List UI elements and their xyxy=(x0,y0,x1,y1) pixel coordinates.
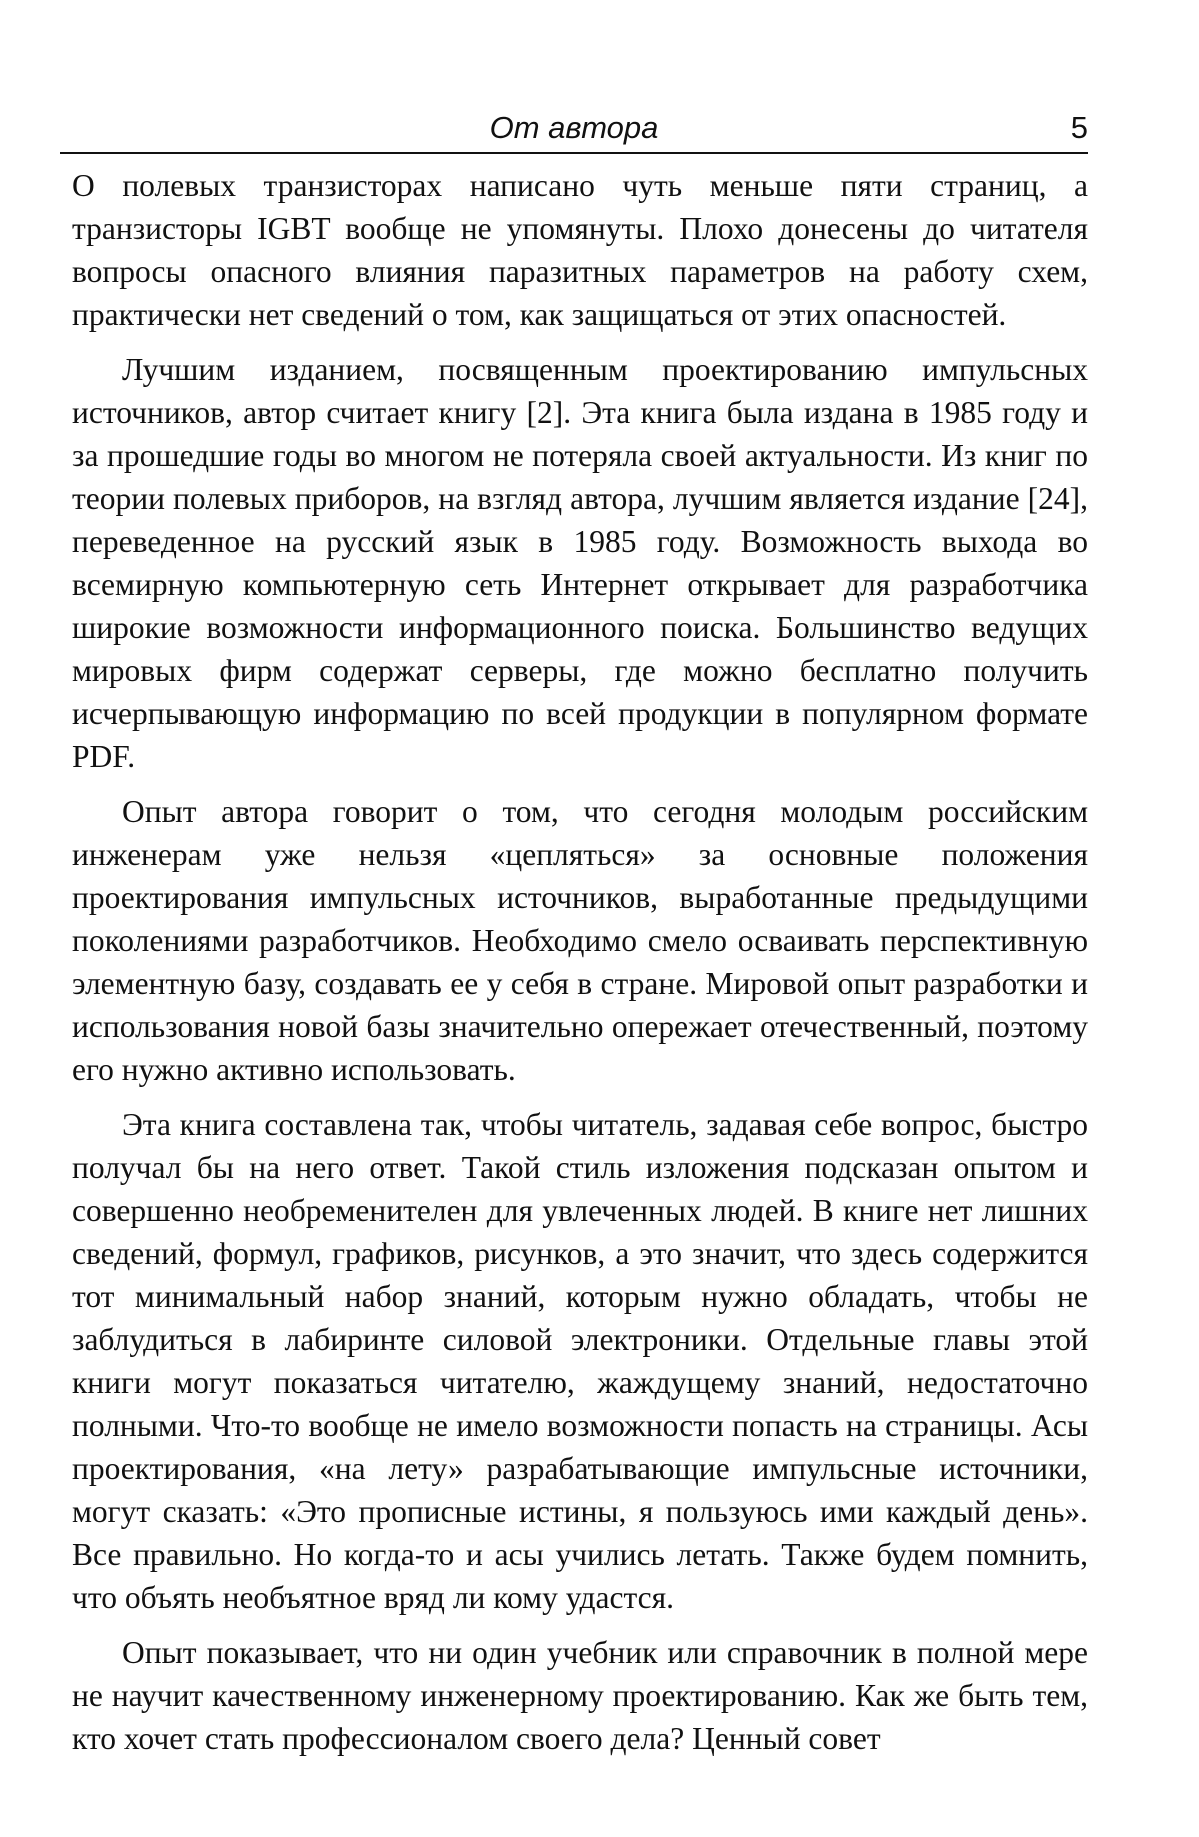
running-header xyxy=(60,108,1088,154)
paragraph: Эта книга составлена так, чтобы читатель, задавая себе вопрос, быстро получал бы на него ответ. Такой стиль изложения подсказан опытом и совершенно необременителен для увлеченных людей. В книге нет лишних сведений, формул, графиков, рисунков, а это значит, что здесь содержится тот минимальный набор знаний, которым нужно обладать, чтобы не заблудиться в лабиринте силовой электроники. Отдельные главы этой книги могут показаться читателю, жаждущему знаний, недостаточно полными. Что-то вообще не имело возможности попасть на страницы. Асы проектирования, «на лету» разрабатывающие импульсные источники, могут сказать: «Это прописные истины, я пользуюсь ими каждый день». Все правильно. Но когда-то и асы учились летать. Также будем помнить, что объять необъятное вряд ли кому удастся. xyxy=(72,1107,1088,1615)
body-text xyxy=(72,164,1088,1772)
paragraph: Лучшим изданием, посвященным проектированию импульсных источников, автор считает книгу [2]. Эта книга была издана в 1985 году и за прошедшие годы во многом не потеряла своей актуальности. Из книг по теории полевых приборов, на взгляд автора, лучшим является издание [24], переведенное на русский язык в 1985 году. Возможность выхода во всемирную компьютерную сеть Интернет открывает для разработчика широкие возможности информационного поиска. Большинство ведущих мировых фирм содержат серверы, где можно бесплатно получить исчерпывающую информацию по всей продукции в популярном формате PDF. xyxy=(72,352,1088,774)
paragraph: Опыт автора говорит о том, что сегодня молодым российским инженерам уже нельзя «цепляться» за основные положения проектирования импульсных источников, выработанные предыдущими поколениями разработчиков. Необходимо смело осваивать перспективную элементную базу, создавать ее у себя в стране. Мировой опыт разработки и использования новой базы значительно опережает отечественный, поэтому его нужно активно использовать. xyxy=(72,794,1088,1087)
page-number: 5 xyxy=(1070,110,1088,145)
paragraph: Опыт показывает, что ни один учебник или справочник в полной мере не научит качественному инженерному проектированию. Как же быть тем, кто хочет стать профессионалом своего дела? Ценный совет xyxy=(72,1635,1088,1756)
running-title: От автора xyxy=(489,110,659,145)
paragraph: О полевых транзисторах написано чуть меньше пяти страниц, а транзисторы IGBT вообще не упомянуты. Плохо донесены до читателя вопросы опасного влияния паразитных параметров на работу схем, практически нет сведений о том, как защищаться от этих опасностей. xyxy=(72,168,1088,332)
